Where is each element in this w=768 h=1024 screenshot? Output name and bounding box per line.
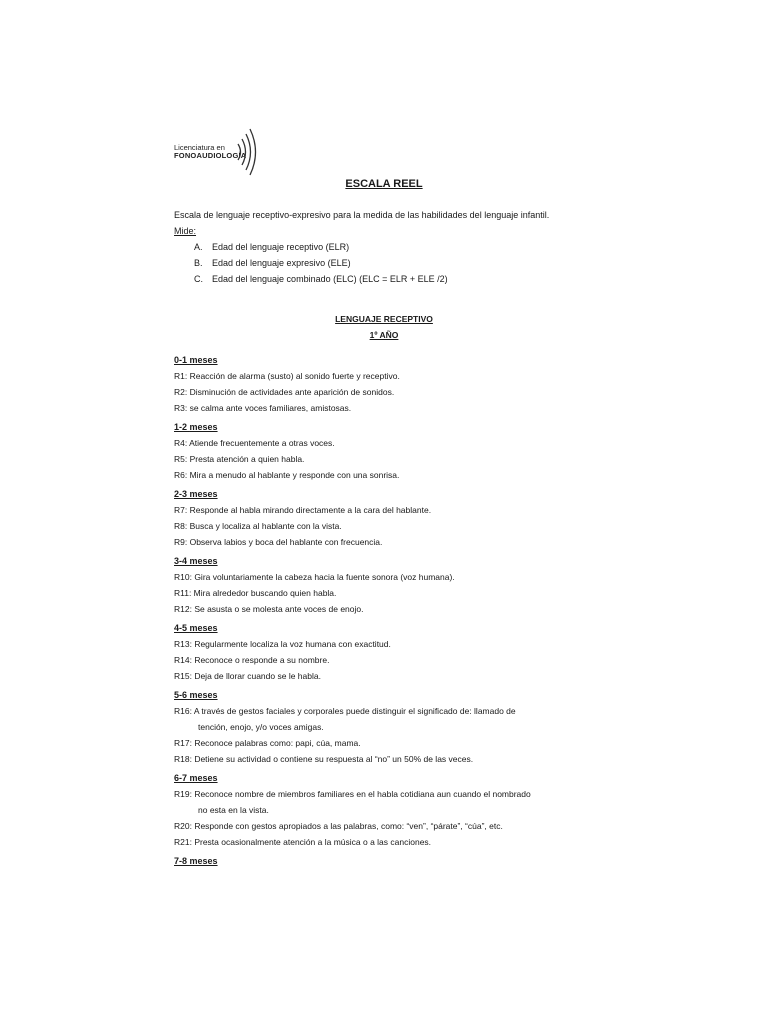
reel-item-text: R18: Detiene su actividad o contiene su respuesta al “no” un 50% de las veces. xyxy=(174,754,474,764)
list-marker: C. xyxy=(194,274,203,284)
reel-item-text: R13: Regularmente localiza la voz humana con exactitud. xyxy=(174,639,391,649)
reel-item-text: R5: Presta atención a quien habla. xyxy=(174,454,305,464)
age-section xyxy=(174,554,594,617)
mide-item xyxy=(174,255,594,271)
mide-label: Mide: xyxy=(174,226,197,236)
reel-item xyxy=(174,585,594,601)
document-body xyxy=(174,207,594,869)
age-section xyxy=(174,621,594,684)
page-title: ESCALA REEL xyxy=(345,178,423,190)
age-range-heading xyxy=(174,353,594,368)
age-range-unit: meses xyxy=(189,623,218,633)
list-marker: B. xyxy=(194,258,203,268)
reel-item-text: R6: Mira a menudo al hablante y responde con una sonrisa. xyxy=(174,470,400,480)
reel-item xyxy=(174,518,594,534)
reel-item-text: R4: Atiende frecuentemente a otras voces. xyxy=(174,438,335,448)
age-range-number: 5-6 xyxy=(174,690,188,700)
reel-item xyxy=(174,569,594,585)
age-range-unit: meses xyxy=(189,355,218,365)
list-marker: A. xyxy=(194,242,203,252)
age-range-heading xyxy=(174,487,594,502)
year-label: 1º AÑO xyxy=(369,330,399,340)
reel-item-text: R10: Gira voluntariamente la cabeza hacia la fuente sonora (voz humana). xyxy=(174,572,455,582)
reel-item-text: R11: Mira alrededor buscando quien habla. xyxy=(174,588,337,598)
age-section xyxy=(174,487,594,550)
age-range-number: 6-7 xyxy=(174,773,188,783)
age-range-heading xyxy=(174,771,594,786)
reel-item-continuation: tención, enojo, y/o voces amigas. xyxy=(198,722,324,732)
reel-item-text: R19: Reconoce nombre de miembros familiares en el habla cotidiana aun cuando el nombrado xyxy=(174,789,531,799)
age-section xyxy=(174,854,594,869)
reel-item-text: R2: Disminución de actividades ante aparición de sonidos. xyxy=(174,387,395,397)
reel-item xyxy=(174,652,594,668)
reel-item xyxy=(174,467,594,483)
reel-item xyxy=(174,368,594,384)
reel-item-text: R9: Observa labios y boca del hablante con frecuencia. xyxy=(174,537,383,547)
reel-item-text: R12: Se asusta o se molesta ante voces de enojo. xyxy=(174,604,364,614)
reel-item xyxy=(174,601,594,617)
logo xyxy=(174,128,264,176)
reel-item-text: R1: Reacción de alarma (susto) al sonido fuerte y receptivo. xyxy=(174,371,400,381)
section-title: LENGUAJE RECEPTIVO xyxy=(335,314,433,324)
reel-item-text: R16: A través de gestos faciales y corporales puede distinguir el significado de: llamado de xyxy=(174,706,516,716)
age-range-number: 0-1 xyxy=(174,355,188,365)
age-section xyxy=(174,771,594,850)
reel-item xyxy=(174,534,594,550)
sound-waves-icon xyxy=(234,128,260,176)
mide-list xyxy=(174,239,594,287)
reel-item xyxy=(174,636,594,652)
reel-item-text: R20: Responde con gestos apropiados a las palabras, como: “ven”, “párate”, “cúa”, etc. xyxy=(174,821,503,831)
mide-item xyxy=(174,239,594,255)
age-range-number: 4-5 xyxy=(174,623,188,633)
reel-item-continuation: no esta en la vista. xyxy=(198,805,269,815)
age-range-heading xyxy=(174,621,594,636)
reel-item xyxy=(174,786,594,818)
age-range-number: 1-2 xyxy=(174,422,188,432)
age-range-heading xyxy=(174,854,594,869)
age-range-number: 3-4 xyxy=(174,556,188,566)
age-range-unit: meses xyxy=(189,856,218,866)
age-range-heading xyxy=(174,420,594,435)
intro-paragraph: Escala de lenguaje receptivo-expresivo para la medida de las habilidades del lenguaje infantil. xyxy=(174,210,550,220)
age-range-unit: meses xyxy=(189,422,218,432)
age-range-number: 7-8 xyxy=(174,856,188,866)
reel-item-text: R8: Busca y localiza al hablante con la vista. xyxy=(174,521,342,531)
age-range-number: 2-3 xyxy=(174,489,188,499)
logo-line-1: Licenciatura en xyxy=(174,143,225,152)
reel-item xyxy=(174,818,594,834)
age-range-unit: meses xyxy=(189,489,218,499)
reel-item-text: R3: se calma ante voces familiares, amistosas. xyxy=(174,403,352,413)
reel-item xyxy=(174,703,594,735)
reel-item-text: R14: Reconoce o responde a su nombre. xyxy=(174,655,330,665)
age-section xyxy=(174,353,594,416)
age-range-unit: meses xyxy=(189,773,218,783)
age-sections xyxy=(174,353,594,869)
age-section xyxy=(174,688,594,767)
reel-item-text: R21: Presta ocasionalmente atención a la música o a las canciones. xyxy=(174,837,432,847)
reel-item xyxy=(174,435,594,451)
list-item-text: Edad del lenguaje expresivo (ELE) xyxy=(212,258,351,268)
reel-item xyxy=(174,384,594,400)
reel-item-text: R7: Responde al habla mirando directamente a la cara del hablante. xyxy=(174,505,432,515)
reel-item xyxy=(174,834,594,850)
logo-line-2: FONOAUDIOLOGÍA xyxy=(174,151,247,160)
reel-item-text: R17: Reconoce palabras como: papi, cúa, mama. xyxy=(174,738,361,748)
reel-item xyxy=(174,502,594,518)
reel-item xyxy=(174,400,594,416)
reel-item xyxy=(174,668,594,684)
age-range-heading xyxy=(174,554,594,569)
age-range-heading xyxy=(174,688,594,703)
age-range-unit: meses xyxy=(189,556,218,566)
reel-item-text: R15: Deja de llorar cuando se le habla. xyxy=(174,671,321,681)
list-item-text: Edad del lenguaje receptivo (ELR) xyxy=(212,242,350,252)
list-item-text: Edad del lenguaje combinado (ELC) (ELC = ELR + ELE /2) xyxy=(212,274,448,284)
mide-item xyxy=(174,271,594,287)
age-section xyxy=(174,420,594,483)
reel-item xyxy=(174,751,594,767)
reel-item xyxy=(174,735,594,751)
reel-item xyxy=(174,451,594,467)
age-range-unit: meses xyxy=(189,690,218,700)
